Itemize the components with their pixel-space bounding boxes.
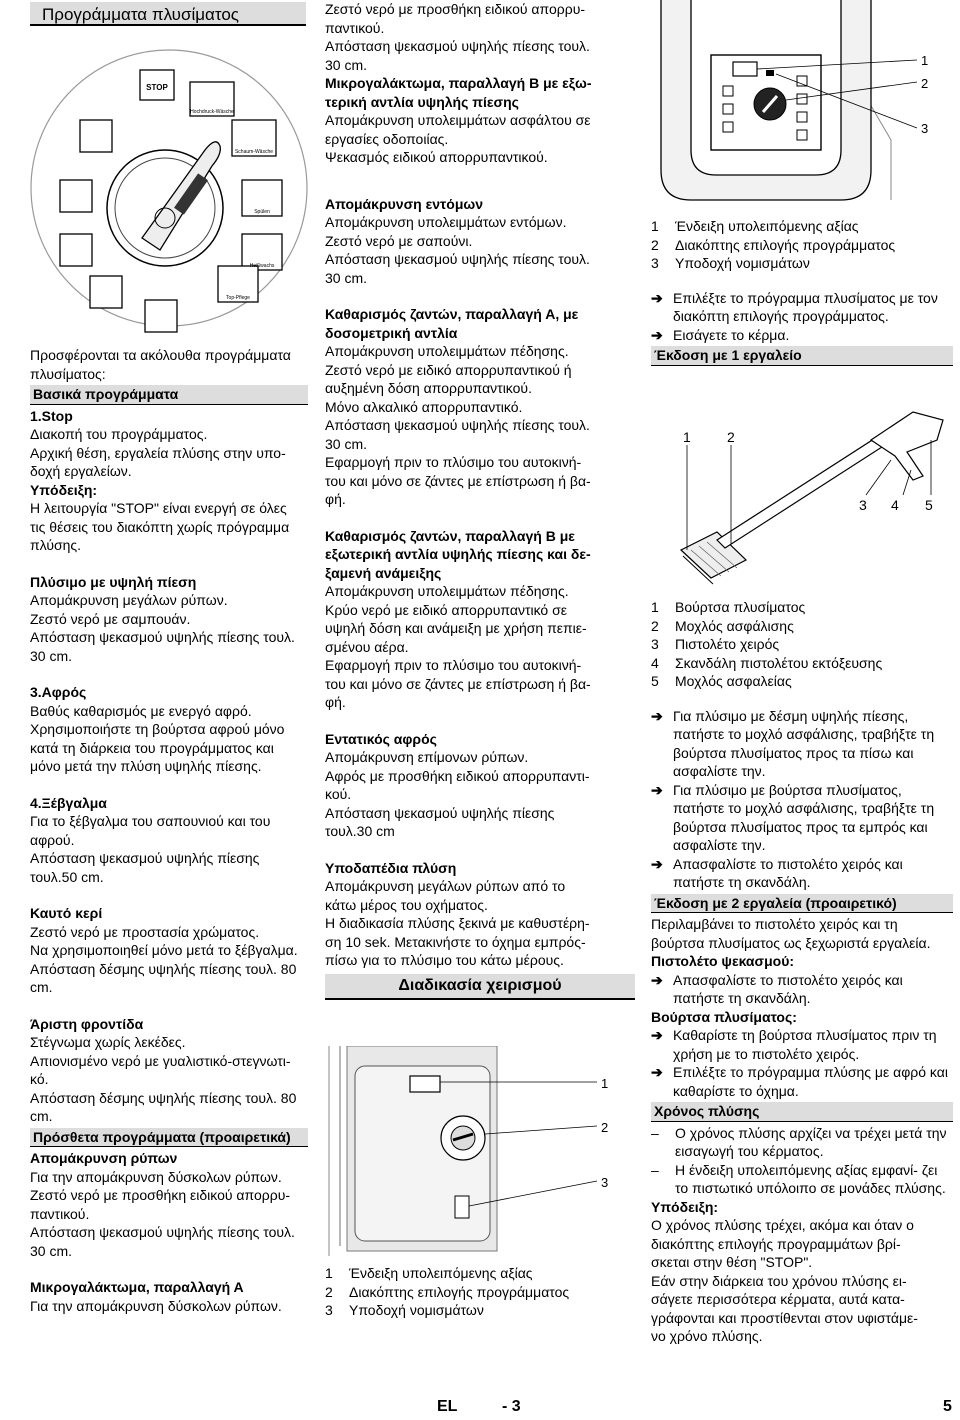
step-item: ➔ Επιλέξτε το πρόγραμμα πλύσης με αφρό και καθαρίστε το όχημα. [651,1064,948,1099]
svg-text:Hochdruck-Wäsche: Hochdruck-Wäsche [190,109,234,115]
intensive-foam-title: Εντατικός αφρός [325,730,437,747]
column-2: Ζεστό νερό με προσθήκη ειδικού απορρυ- παντικού. Απόσταση ψεκασμού υψηλής πίεσης τουλ. 30 cm. Μικρογαλάκτωμα, παραλλαγή Β με εξω- τερική αντλία υψηλής πίεσης Απομάκρυνση υπολειμμάτων ασφάλτου σε εργασίες οδοποιίας. Ψεκασμός ειδικού απορρυπαντικού. Απομάκρυνση εντόμων Απομάκρυνση υπολειμμάτων εντόμων. Ζεστό νερό με σαπούνι. Απόσταση ψεκασμού υψηλής πίεσης τουλ. 30 cm. Καθαρισμός ζαντών, παραλλαγή Α, με δοσομετρική αντλία Απομάκρυνση υπολειμμάτων πέδησης. Ζεστό νερό με ειδικό απορρυπαντικού ή αυξημένη δόση απορρυπαντικού. Μόνο αλκαλικό απορρυπαντικό. Απόσταση ψεκασμού υψηλής πίεσης τουλ. 30 cm. Εφαρμογή πριν το πλύσιμο του αυτοκινή- του και μόνο σε ζάντες με επίστρωση ή βα- φή. Καθαρισμός ζαντών, παραλλαγή Β με εξωτερική αντλία υψηλής πίεσης και δε- ξαμενή ανάμειξης Απομάκρυνση υπολειμμάτων πέδησης. Κρύο νερό με ειδικό απορρυπαντικό σε υψηλή δόση και ανάμειξη με χρήση πεπιε- σμένου αέρα. Εφαρμογή πριν το πλύσιμο του αυτοκινή- του και μόνο σε ζάντες με επίστρωση ή βα- φή. Εντατικός αφρός Απομάκρυνση επίμονων ρύπων. Αφρός με προσθήκη ειδικού απορρυπαντι- κού. Απόσταση ψεκασμού υψηλής πίεσης τουλ.30 cm Υποδαπέδια πλύση Απομάκρυνση μεγάλων ρύπων από το κάτω μέρος του οχήματος. Η διαδικασία πλύσης ξεκινά με καθυστέρη- ση 10 sek. Μετακινήστε το όχημα εμπρός- πίσω για το πλύσιμο του κάτω μέρους. Διαδικασία χειρισμού [325,0,635,1004]
arrow-icon: ➔ [651,1064,663,1080]
version-2-tools-header: Έκδοση με 2 εργαλεία (προαιρετικό) [651,894,953,914]
box-callout-3: 3 [921,121,929,136]
arrow-icon: ➔ [651,855,663,872]
arrow-icon: ➔ [651,326,663,343]
svg-text:Schaum-Wäsche: Schaum-Wäsche [234,149,274,155]
coin-box-figure [651,0,953,205]
panel-callout-2: 2 [601,1120,609,1135]
operation-header: Διαδικασία χειρισμού [325,974,635,1000]
note-title: Υπόδειξη: [651,1198,719,1215]
arrow-icon: ➔ [651,289,663,306]
tool-legend-item: 5 Μοχλός ασφαλείας [651,673,792,689]
legend-item: 1 Ένδειξη υπολειπόμενης αξίας [651,218,859,234]
legend-item: 1 Ένδειξη υπολειπόμενης αξίας [325,1265,533,1281]
list-item: – Η ένδειξη υπολειπόμενης αξίας εμφανί- ζει το πιστωτικό υπόλοιπο σε μονάδες πλύσης. [651,1161,946,1196]
spray-tool-figure [651,400,953,590]
legend-item: 3 Υποδοχή νομισμάτων [651,255,810,271]
arrow-icon: ➔ [651,1027,663,1043]
dial-label-stop: STOP [146,83,168,92]
arrow-icon: ➔ [651,781,663,798]
foam-title: 3.Αφρός [30,684,87,700]
stop-title: 1.Stop [30,407,73,424]
step-item: ➔ Για πλύσιμο με δέσμη υψηλής πίεσης, πατήστε το μοχλό ασφάλισης, τραβήξτε τη βούρτσα πλυσίματος προς τα πίσω και ασφαλίστε την. [651,707,935,779]
tool-callout-4: 4 [891,497,899,513]
step-item: ➔ Εισάγετε το κέρμα. [651,326,790,343]
rinse-title: 4.Ξέβγαλμα [30,794,107,811]
step-item: ➔ Απασφαλίστε το πιστολέτο χειρός και πατήστε τη σκανδάλη. [651,971,903,1006]
wash-time-header: Χρόνος πλύσης [651,1102,953,1122]
footer-page-number: 5 [943,1398,952,1415]
svg-text:Top-Pflege: Top-Pflege [226,295,250,301]
tool-callout-1: 1 [683,429,691,445]
legend-item: 2 Διακόπτης επιλογής προγράμματος [325,1283,570,1300]
tool-callout-2: 2 [727,429,735,445]
version-1-tool-header: Έκδοση με 1 εργαλείο [651,346,953,366]
micro-emulsion-a-title: Μικρογαλάκτωμα, παραλλαγή Α [30,1279,244,1295]
section-title-wash-programs: Προγράμματα πλυσίματος [30,2,306,26]
svg-text:Spülen: Spülen [254,209,270,215]
tool-legend-item: 2 Μοχλός ασφάλισης [651,617,794,634]
extra-programs-header: Πρόσθετα προγράμματα (προαιρετικά) [30,1128,308,1148]
legend-item: 2 Διακόπτης επιλογής προγράμματος [651,236,896,253]
control-panel-figure [325,1046,635,1256]
hot-wax-title: Καυτό κερί [30,905,103,921]
column-3-bottom: 1 Βούρτσα πλυσίματος 2 Μοχλός ασφάλισης 3 Πιστολέτο χειρός 4 Σκανδάλη πιστολέτου εκτόξευσης 5 Μοχλός ασφαλείας ➔ Για πλύσιμο με δέσμη υψηλής πίεσης, πατήστε το μοχλό ασφάλισης, τραβήξτε τη βούρτσα πλυσίματος προς τα πίσω και ασφαλίστε την. ➔ Για πλύσιμο με βούρτσα πλυσίματος, πατήστε το μοχλό ασφάλισης, τραβήξτε τη βούρτσα πλυσίματος προς τα εμπρός και ασφαλίστε την. ➔ Απασφαλίστε το πιστολέτο χειρός και πατήστε τη σκανδάλη. Έκδοση με 2 εργαλεία (προαιρετικό) Περιλαμβάνει το πιστολέτο χειρός και τη βούρτσα πλυσίματος ως ξεχωριστά εργαλεία. Πιστολέτο ψεκασμού: ➔ Απασφαλίστε το πιστολέτο χειρός και πατήστε τη σκανδάλη. Βούρτσα πλυσίματος: ➔ Καθαρίστε τη βούρτσα πλυσίματος πριν τη χρήση με το πιστολέτο χειρός. ➔ Επιλέξτε το πρόγραμμα πλύσης με αφρό και καθαρίστε το όχημα. Χρόνος πλύσης – Ο χρόνος πλύσης αρχίζει να τρέχει μετά την εισαγωγή του κέρματος. – Η ένδειξη υπολειπόμενης αξίας εμφανί- ζει το πιστωτικό υπόλοιπο σε μονάδες πλύσης. Υπόδειξη: Ο χρόνος πλύσης τρέχει, ακόμα και όταν ο διακόπτης επιλογής προγραμμάτων βρί- σκεται στην θέση "STOP". Εάν στην διάρκεια του χρόνου πλύσης ει- σάγετε περισσότερα κέρματα, αυτά κατα- γράφονται και προστίθενται στον υφιστάμε- νο χρόνο πλύσης. [651,598,953,1346]
high-pressure-title: Πλύσιμο με υψηλή πίεση [30,573,197,590]
panel-legend [325,1264,635,1320]
box-callout-2: 2 [921,76,929,91]
program-dial-figure [30,38,308,338]
step-item: ➔ Απασφαλίστε το πιστολέτο χειρός και πατήστε τη σκανδάλη. [651,855,903,890]
rim-cleaning-b-title: Καθαρισμός ζαντών, παραλλαγή Β με [325,527,575,544]
footer-page-mid: - 3 [502,1398,521,1415]
tool-legend-item: 1 Βούρτσα πλυσίματος [651,599,806,615]
insect-removal-title: Απομάκρυνση εντόμων [325,195,483,212]
tool-callout-3: 3 [859,497,867,513]
svg-text:Heißwachs: Heißwachs [249,263,275,269]
step-item: ➔ Καθαρίστε τη βούρτσα πλυσίματος πριν τη χρήση με το πιστολέτο χειρός. [651,1027,937,1062]
arrow-icon: ➔ [651,707,663,724]
wash-brush-title: Βούρτσα πλυσίματος: [651,1008,797,1025]
tool-legend-item: 3 Πιστολέτο χειρός [651,636,780,652]
step-item: ➔ Επιλέξτε το πρόγραμμα πλυσίματος με τον διακόπτη επιλογής προγράμματος. [651,289,938,324]
intro-text: Προσφέρονται τα ακόλουθα προγράμματα πλυσίματος: [30,347,291,382]
panel-callout-3: 3 [601,1175,609,1190]
underbody-wash-title: Υποδαπέδια πλύση [325,859,457,876]
step-item: ➔ Για πλύσιμο με βούρτσα πλυσίματος, πατήστε το μοχλό ασφάλισης, τραβήξτε τη βούρτσα πλυσίματος προς τα εμπρός και ασφαλίστε την. [651,781,935,853]
hint-title: Υπόδειξη: [30,481,98,498]
spray-gun-title: Πιστολέτο ψεκασμού: [651,953,795,969]
column-1: Προσφέρονται τα ακόλουθα προγράμματα πλυσίματος: Βασικά προγράμματα 1.Stop Διακοπή του προγράμματος. Αρχική θέση, εργαλεία πλύσης στην υπο- δοχή εργαλείων. Υπόδειξη: Η λειτουργία "STOP" είναι ενεργή σε όλες τις θέσεις του διακόπτη χωρίς πρόγραμμα πλύσης. Πλύσιμο με υψηλή πίεση Απομάκρυνση μεγάλων ρύπων. Ζεστό νερό με σαμπουάν. Απόσταση ψεκασμού υψηλής πίεσης τουλ. 30 cm. 3.Αφρός Βαθύς καθαρισμός με ενεργό αφρό. Χρησιμοποιήστε τη βούρτσα αφρού μόνο κατά τη διάρκεια του προγράμματος και μόνο μετά την πλύση υψηλής πίεσης. 4.Ξέβγαλμα Για το ξέβγαλμα του σαπουνιού και του αφρού. Απόσταση ψεκασμού υψηλής πίεσης τουλ.50 cm. Καυτό κερί Ζεστό νερό με προστασία χρώματος. Να χρησιμοποιηθεί μόνο μετά το ξέβγαλμα. Απόσταση δέσμης υψηλής πίεσης τουλ. 80 cm. Άριστη φροντίδα Στέγνωμα χωρίς λεκέδες. Απιονισμένο νερό με γυαλιστικό-στεγνωτι- κό. Απόσταση δέσμης υψηλής πίεσης τουλ. 80 cm. Πρόσθετα προγράμματα (προαιρετικά) Απομάκρυνση ρύπων Για την απομάκρυνση δύσκολων ρύπων. Ζεστό νερό με προσθήκη ειδικού απορρυ- παντικού. Απόσταση ψεκασμού υψηλής πίεσης τουλ. 30 cm. Μικρογαλάκτωμα, παραλλαγή Α Για την απομάκρυνση δύσκολων ρύπων. [30,346,308,1315]
footer-language: EL [437,1398,458,1415]
legend-item: 3 Υποδοχή νομισμάτων [325,1302,484,1318]
tool-callout-5: 5 [925,497,933,513]
arrow-icon: ➔ [651,971,663,988]
rim-cleaning-a-title: Καθαρισμός ζαντών, παραλλαγή Α, με [325,306,579,322]
dirt-removal-title: Απομάκρυνση ρύπων [30,1150,178,1166]
panel-callout-1: 1 [601,1076,609,1091]
micro-emulsion-b-title: Μικρογαλάκτωμα, παραλλαγή Β με εξω- [325,75,592,91]
tool-legend-item: 4 Σκανδάλη πιστολέτου εκτόξευσης [651,654,883,671]
basic-programs-header: Βασικά προγράμματα [30,385,308,405]
top-care-title: Άριστη φροντίδα [30,1015,144,1032]
column-3-top [651,217,953,368]
box-callout-1: 1 [921,53,929,68]
list-item: – Ο χρόνος πλύσης αρχίζει να τρέχει μετά την εισαγωγή του κέρματος. [651,1124,947,1159]
